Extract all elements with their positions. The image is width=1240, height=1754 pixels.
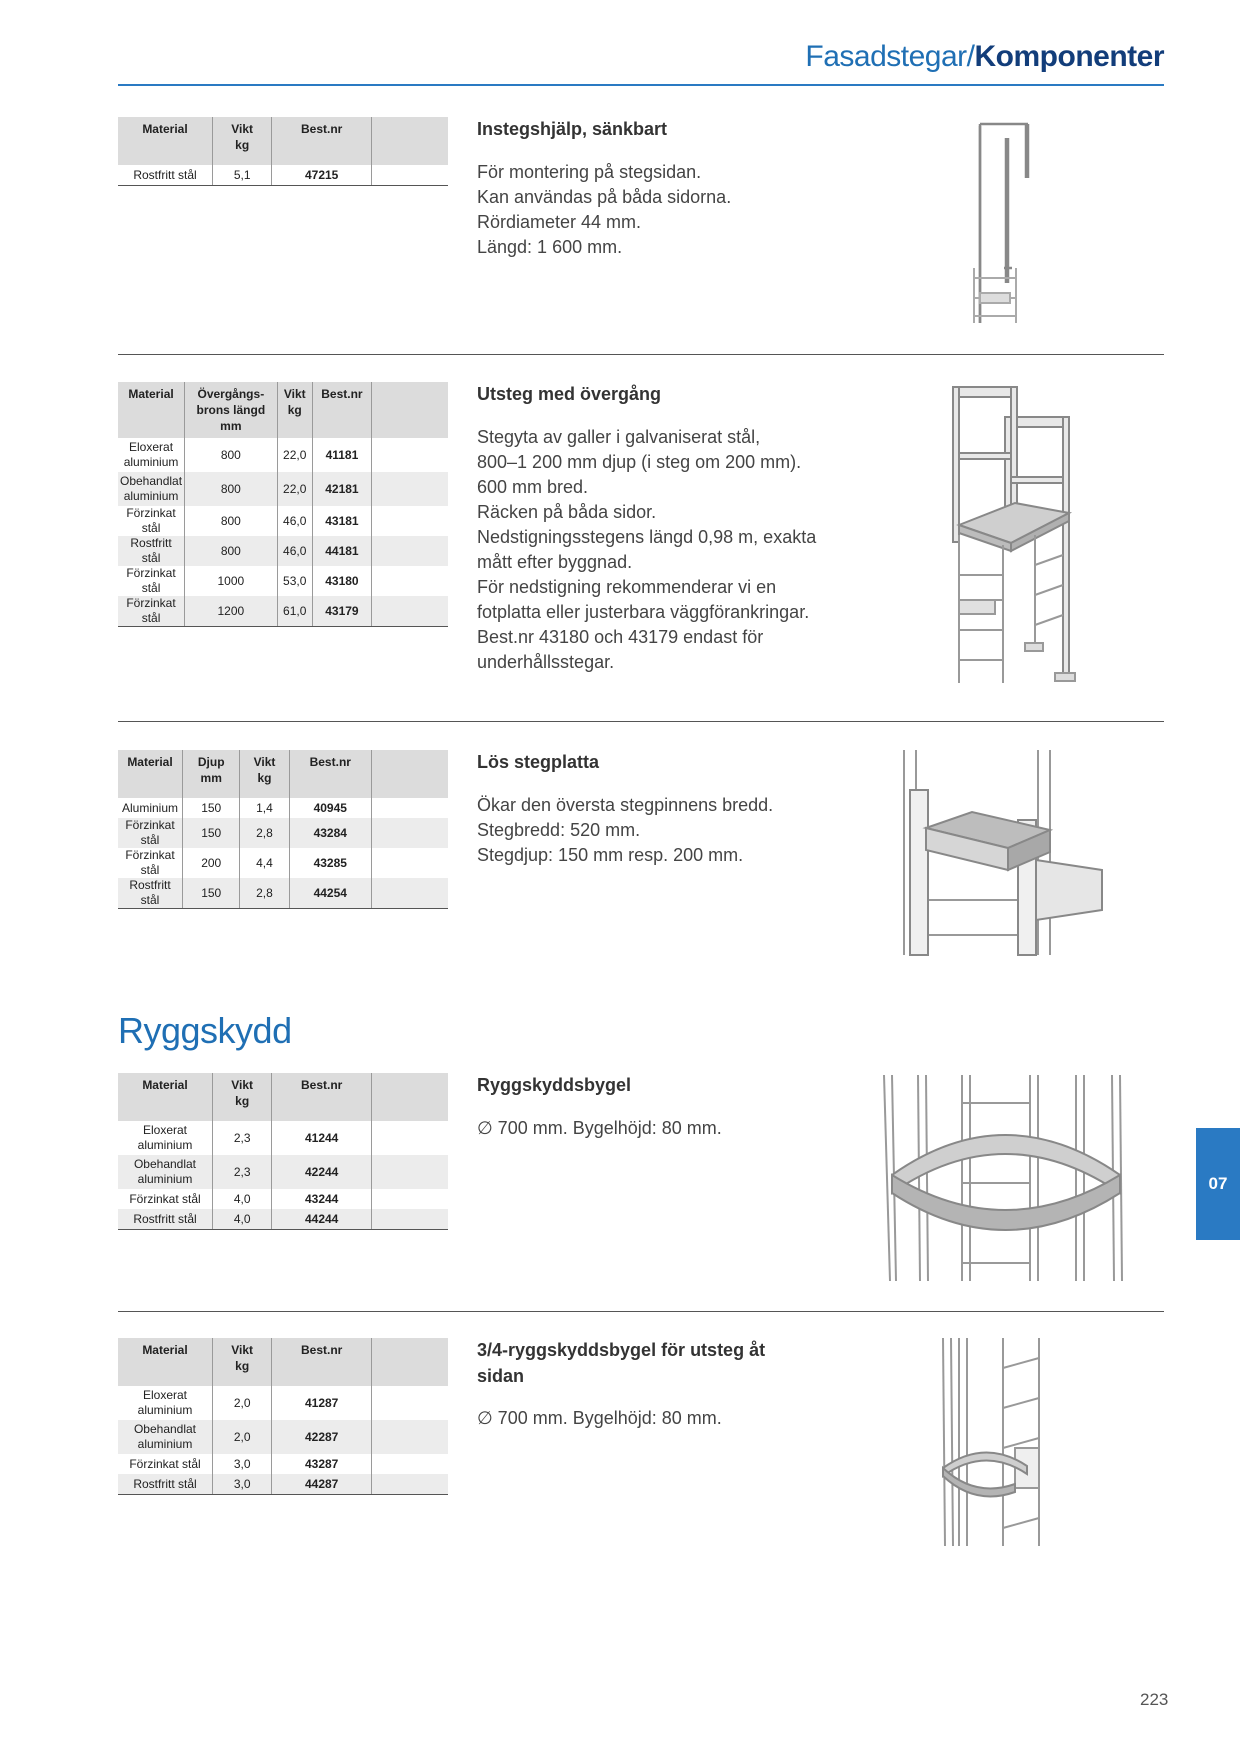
section-divider [118, 354, 1164, 355]
table-cell: 150 [183, 878, 240, 909]
table-cell: 800 [185, 536, 278, 566]
table-row [118, 596, 448, 627]
table-row [118, 848, 448, 878]
column-header-line: kg [257, 771, 272, 785]
product-description [477, 1406, 722, 1431]
table-cell: 43179 [312, 596, 371, 627]
table-cell: 43284 [289, 818, 371, 848]
column-header [213, 1073, 272, 1121]
table-row [118, 1209, 448, 1230]
product-title: Ryggskyddsbygel [477, 1075, 632, 1095]
three-quarter-back-guard-hoop-image [935, 1338, 1055, 1548]
table-cell: 61,0 [277, 596, 312, 627]
column-header-line: Best.nr [301, 1078, 343, 1092]
table-cell: 42244 [272, 1155, 372, 1189]
header-page: Komponenter [974, 40, 1164, 73]
section-divider [118, 1311, 1164, 1312]
column-header-line: kg [235, 1094, 250, 1108]
table-row [118, 506, 448, 536]
table-row [118, 1454, 448, 1474]
table-cell-line: aluminium [137, 1172, 193, 1186]
product-title: Lös stegplatta [477, 752, 600, 772]
column-header-line: Vikt [231, 122, 254, 136]
table-cell: Förzinkat stål [118, 506, 185, 536]
table-cell [372, 1474, 449, 1495]
table-cell: 41287 [272, 1386, 372, 1420]
table-cell: Rostfritt stål [118, 165, 213, 186]
table-cell: 44244 [272, 1209, 372, 1230]
table-cell: 42181 [312, 472, 371, 506]
table-cell: Rostfritt stål [118, 878, 183, 909]
description-line: underhållsstegar. [477, 652, 615, 672]
column-header [118, 750, 183, 798]
table-row [118, 1420, 448, 1454]
table-cell-line: aluminium [137, 1138, 193, 1152]
table-cell [372, 596, 449, 627]
table-cell-line: Eloxerat [142, 1123, 188, 1137]
table-cell-line: Eloxerat [129, 440, 174, 454]
table-cell: 41244 [272, 1121, 372, 1155]
table-cell [372, 165, 449, 186]
table-cell [118, 1155, 213, 1189]
column-header-line: brons längd [196, 403, 266, 417]
product-title [477, 1337, 765, 1389]
table-cell: 1,4 [240, 798, 289, 818]
column-header-line: Material [128, 387, 174, 401]
table-cell [372, 1121, 449, 1155]
column-header-line: Vikt [283, 387, 306, 401]
table-cell: 3,0 [213, 1474, 272, 1495]
table-header-row [118, 117, 448, 165]
back-guard-hoop-image [880, 1075, 1130, 1285]
description-line: ∅ 700 mm. Bygelhöjd: 80 mm. [477, 1118, 722, 1138]
table-row [118, 1155, 448, 1189]
table-cell: 2,0 [213, 1420, 272, 1454]
spec-table-platform [118, 382, 448, 627]
column-header-line: Övergångs- [197, 387, 265, 401]
column-header [272, 1073, 372, 1121]
description-line: Längd: 1 600 mm. [477, 237, 623, 257]
column-header [118, 382, 185, 438]
table-cell: 150 [183, 818, 240, 848]
table-row [118, 878, 448, 909]
table-cell: Rostfritt stål [118, 536, 185, 566]
table-row [118, 1386, 448, 1420]
column-header [372, 750, 449, 798]
column-header-line: Material [142, 122, 188, 136]
table-cell [118, 438, 185, 472]
column-header-line: Djup [197, 755, 225, 769]
table-cell: 2,3 [213, 1155, 272, 1189]
table-cell [372, 1209, 449, 1230]
description-line: mått efter byggnad. [477, 552, 633, 572]
table-cell: 4,4 [240, 848, 289, 878]
table-cell: Rostfritt stål [118, 1474, 213, 1495]
table-cell [372, 438, 449, 472]
column-header [372, 382, 449, 438]
description-line: Nedstigningsstegens längd 0,98 m, exakta [477, 527, 817, 547]
table-row [118, 798, 448, 818]
description-line: Stegbredd: 520 mm. [477, 820, 641, 840]
table-row [118, 1474, 448, 1495]
column-header-line: Best.nr [321, 387, 363, 401]
page-number: 223 [1140, 1690, 1169, 1709]
table-cell: 44254 [289, 878, 371, 909]
table-cell [372, 506, 449, 536]
table-cell [372, 818, 449, 848]
table-cell: 46,0 [277, 506, 312, 536]
column-header [185, 382, 278, 438]
column-header-line: kg [235, 1359, 250, 1373]
table-cell: 1200 [185, 596, 278, 627]
description-line: fotplatta eller justerbara väggförankringar. [477, 602, 810, 622]
description-line: 600 mm bred. [477, 477, 589, 497]
description-line: 800–1 200 mm djup (i steg om 200 mm). [477, 452, 802, 472]
description-line: Stegyta av galler i galvaniserat stål, [477, 427, 761, 447]
table-cell [118, 472, 185, 506]
header-separator: / [966, 40, 975, 73]
table-cell: 44287 [272, 1474, 372, 1495]
table-cell: 800 [185, 472, 278, 506]
column-header-line: kg [287, 403, 302, 417]
table-cell: 2,3 [213, 1121, 272, 1155]
table-cell: 42287 [272, 1420, 372, 1454]
platform-with-transition-image [945, 385, 1095, 685]
product-description [477, 793, 773, 868]
column-header [118, 117, 213, 165]
column-header-line: Material [142, 1343, 188, 1357]
table-cell-line: Obehandlat [133, 1422, 197, 1436]
section-divider [118, 721, 1164, 722]
title-line: sidan [477, 1366, 525, 1386]
table-cell-line: aluminium [137, 1437, 193, 1451]
spec-table-three-quarter-hoop [118, 1338, 448, 1495]
table-cell: 22,0 [277, 438, 312, 472]
description-line: Ökar den översta stegpinnens bredd. [477, 795, 774, 815]
product-description [477, 425, 816, 675]
table-cell-line: Obehandlat [120, 474, 183, 488]
chapter-tab: 07 [1196, 1128, 1240, 1240]
table-cell: 3,0 [213, 1454, 272, 1474]
description-line: Stegdjup: 150 mm resp. 200 mm. [477, 845, 744, 865]
table-cell [372, 536, 449, 566]
spec-table-loose-step-plate [118, 750, 448, 909]
table-cell: 53,0 [277, 566, 312, 596]
table-header-row [118, 1338, 448, 1386]
table-row [118, 1189, 448, 1209]
title-line: 3/4-ryggskyddsbygel för utsteg åt [477, 1340, 766, 1360]
table-cell: Förzinkat stål [118, 596, 185, 627]
column-header [372, 1338, 449, 1386]
table-cell: 47215 [272, 165, 372, 186]
column-header-line: Best.nr [309, 755, 351, 769]
column-header-line: Material [142, 1078, 188, 1092]
column-header [272, 1338, 372, 1386]
table-cell-line: Eloxerat [142, 1388, 188, 1402]
table-cell: 2,8 [240, 878, 289, 909]
table-cell-line: Obehandlat [133, 1157, 197, 1171]
table-cell [118, 1420, 213, 1454]
table-cell: 43285 [289, 848, 371, 878]
table-cell-line: aluminium [123, 489, 179, 503]
table-header-row [118, 382, 448, 438]
product-description [477, 160, 731, 260]
table-header-row [118, 1073, 448, 1121]
table-cell: 1000 [185, 566, 278, 596]
table-cell: 2,8 [240, 818, 289, 848]
column-header [183, 750, 240, 798]
table-cell: 22,0 [277, 472, 312, 506]
table-cell: 800 [185, 438, 278, 472]
column-header [118, 1073, 213, 1121]
table-cell [118, 1121, 213, 1155]
table-cell: 150 [183, 798, 240, 818]
running-header [805, 40, 1164, 74]
column-header-line: mm [200, 771, 222, 785]
table-cell [372, 1386, 449, 1420]
column-header-line: Material [127, 755, 173, 769]
column-header-line: mm [220, 419, 242, 433]
table-row [118, 165, 448, 186]
column-header-line: Vikt [231, 1078, 254, 1092]
table-cell: 46,0 [277, 536, 312, 566]
table-header-row [118, 750, 448, 798]
table-cell: Förzinkat stål [118, 818, 183, 848]
description-line: För montering på stegsidan. [477, 162, 702, 182]
product-description [477, 1116, 722, 1141]
column-header [213, 117, 272, 165]
table-row [118, 1121, 448, 1155]
column-header [277, 382, 312, 438]
table-row [118, 818, 448, 848]
column-header [312, 382, 371, 438]
table-cell: 43244 [272, 1189, 372, 1209]
description-line: Kan användas på båda sidorna. [477, 187, 732, 207]
table-cell: 4,0 [213, 1189, 272, 1209]
table-cell [372, 1420, 449, 1454]
table-row [118, 566, 448, 596]
table-cell: Aluminium [118, 798, 183, 818]
table-cell: Förzinkat stål [118, 848, 183, 878]
description-line: ∅ 700 mm. Bygelhöjd: 80 mm. [477, 1408, 722, 1428]
table-cell: 44181 [312, 536, 371, 566]
product-title: Utsteg med övergång [477, 384, 662, 404]
table-cell [372, 1189, 449, 1209]
spec-table-back-guard-hoop [118, 1073, 448, 1230]
table-cell [372, 1454, 449, 1474]
column-header [118, 1338, 213, 1386]
column-header [372, 1073, 449, 1121]
description-line: För nedstigning rekommenderar vi en [477, 577, 777, 597]
table-cell: Förzinkat stål [118, 566, 185, 596]
table-cell-line: aluminium [123, 455, 179, 469]
table-cell: 4,0 [213, 1209, 272, 1230]
table-cell: Förzinkat stål [118, 1189, 213, 1209]
column-header [240, 750, 289, 798]
column-header [372, 117, 449, 165]
spec-table-step-in-aid [118, 117, 448, 186]
table-cell [372, 472, 449, 506]
table-cell: 2,0 [213, 1386, 272, 1420]
table-cell: 43180 [312, 566, 371, 596]
step-in-aid-image [960, 118, 1050, 328]
table-cell: 5,1 [213, 165, 272, 186]
column-header [272, 117, 372, 165]
column-header-line: Best.nr [301, 122, 343, 136]
column-header-line: Best.nr [301, 1343, 343, 1357]
table-row [118, 472, 448, 506]
section-heading: Ryggskydd [118, 1010, 292, 1051]
table-cell: 200 [183, 848, 240, 878]
table-cell: 43287 [272, 1454, 372, 1474]
table-cell [118, 1386, 213, 1420]
column-header [289, 750, 371, 798]
description-line: Rördiameter 44 mm. [477, 212, 642, 232]
header-rule [118, 84, 1164, 86]
table-cell: Rostfritt stål [118, 1209, 213, 1230]
loose-step-plate-image [890, 750, 1110, 958]
table-cell: 40945 [289, 798, 371, 818]
column-header [213, 1338, 272, 1386]
column-header-line: Vikt [231, 1343, 254, 1357]
table-cell: 41181 [312, 438, 371, 472]
column-header-line: kg [235, 138, 250, 152]
product-title: Instegshjälp, sänkbart [477, 119, 668, 139]
table-cell-line: aluminium [137, 1403, 193, 1417]
description-line: Räcken på båda sidor. [477, 502, 657, 522]
table-row [118, 536, 448, 566]
table-cell: Förzinkat stål [118, 1454, 213, 1474]
table-cell [372, 1155, 449, 1189]
table-cell [372, 878, 449, 909]
table-cell [372, 798, 449, 818]
table-cell: 800 [185, 506, 278, 536]
column-header-line: Vikt [253, 755, 276, 769]
table-row [118, 438, 448, 472]
table-cell: 43181 [312, 506, 371, 536]
header-section: Fasadstegar [805, 40, 967, 73]
table-cell [372, 848, 449, 878]
table-cell [372, 566, 449, 596]
description-line: Best.nr 43180 och 43179 endast för [477, 627, 764, 647]
